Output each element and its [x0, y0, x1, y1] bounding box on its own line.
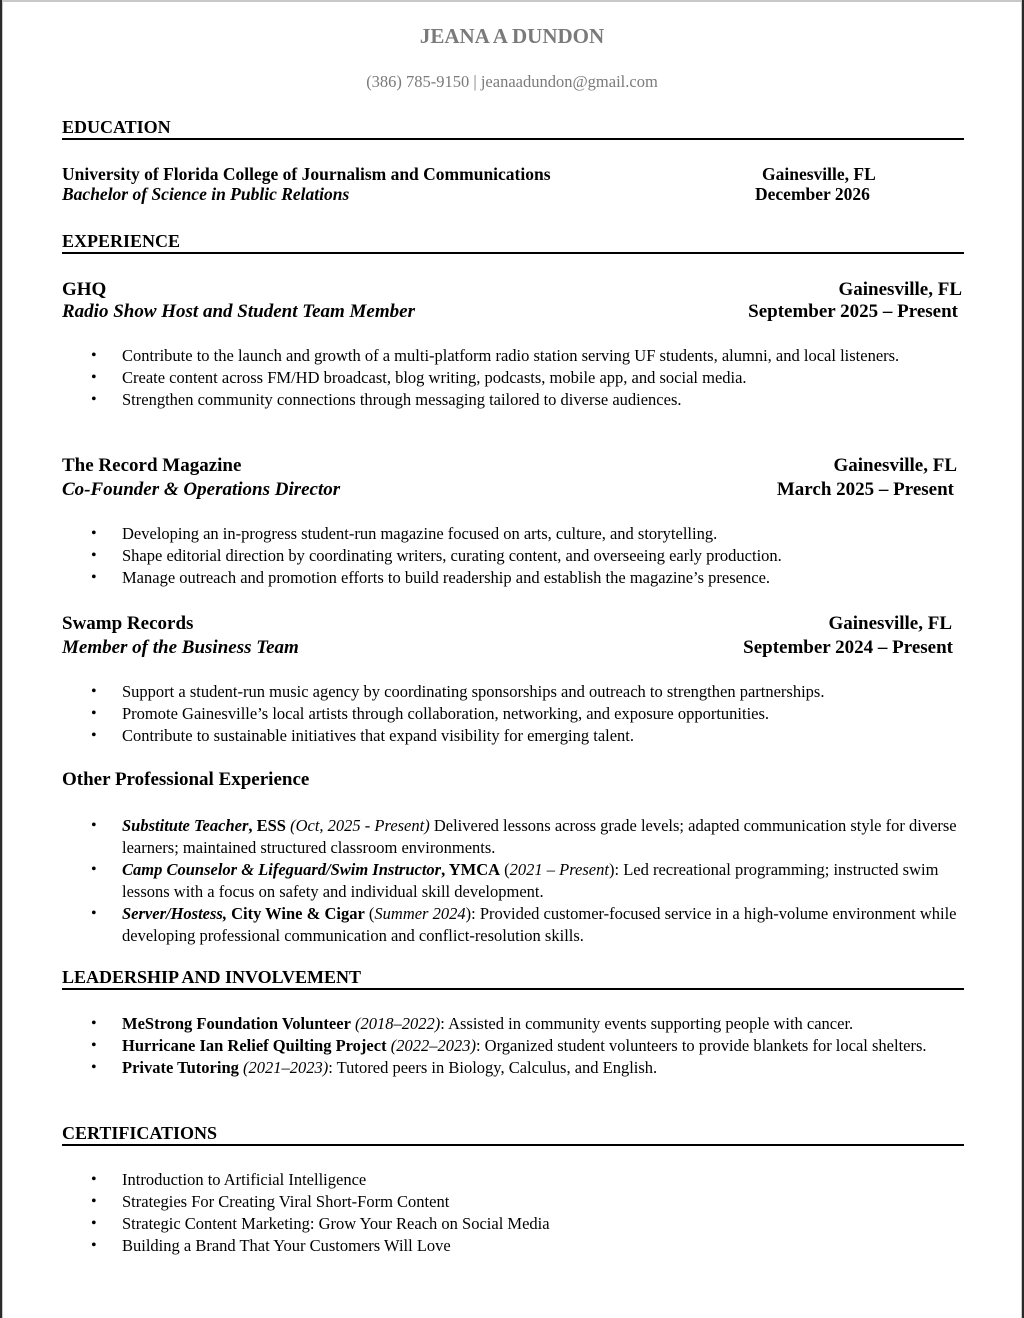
leadership-item	[62, 1013, 962, 1035]
job-bullets	[62, 523, 962, 589]
bullet-item: • Support a student-run music agency by coordinating sponsorships and outreach to strengthen partnerships.	[62, 681, 962, 703]
bullet-item: • Promote Gainesville’s local artists through collaboration, networking, and exposure opportunities.	[62, 703, 962, 725]
dates-open: (	[285, 816, 296, 835]
other-experience-item	[62, 815, 962, 859]
graduation-date: December 2026	[755, 184, 870, 204]
section-rule	[62, 138, 964, 140]
job-role: Radio Show Host and Student Team Member	[62, 301, 415, 322]
window-border-right-inner	[1021, 0, 1022, 1318]
org: YMCA	[448, 860, 501, 879]
activity-description: : Assisted in community events supporting people with cancer.	[440, 1014, 854, 1033]
job-bullets	[62, 345, 962, 411]
dates: 2021 – Present	[509, 860, 609, 879]
other-experience-list	[62, 815, 962, 947]
bullet-item: • Manage outreach and promotion efforts to build readership and establish the magazine’s presence.	[62, 567, 962, 589]
job-location: Gainesville, FL	[838, 279, 962, 300]
description: Led recreational programming; instructed swim lessons with a focus on safety and individual skill development.	[122, 860, 939, 901]
section-title-education: EDUCATION	[62, 117, 171, 137]
job-location: Gainesville, FL	[833, 455, 957, 476]
job-dates: September 2025 – Present	[748, 301, 958, 322]
dates: Summer 2024	[374, 904, 466, 923]
section-rule	[62, 1144, 964, 1146]
bullet-item: • Create content across FM/HD broadcast, blog writing, podcasts, mobile app, and social media.	[62, 367, 962, 389]
job-dates: March 2025 – Present	[776, 479, 954, 500]
dates-open: (	[364, 904, 375, 923]
job-location: Gainesville, FL	[828, 613, 952, 634]
role: Camp Counselor & Lifeguard/Swim Instructor	[122, 860, 442, 879]
leadership-list	[62, 1013, 962, 1079]
job-org: GHQ	[62, 279, 107, 300]
dates: Oct, 2025 - Present)	[295, 816, 430, 835]
certification-item: • Strategic Content Marketing: Grow Your Reach on Social Media	[62, 1213, 962, 1235]
job-role: Member of the Business Team	[62, 637, 299, 658]
leadership-item	[62, 1035, 962, 1057]
separator: ,	[248, 816, 257, 835]
dates-close: ):	[608, 860, 624, 879]
section-rule	[62, 988, 964, 990]
subsection-title-other-experience: Other Professional Experience	[62, 769, 310, 790]
activity-description: : Tutored peers in Biology, Calculus, and English.	[328, 1058, 658, 1077]
certification-item: • Strategies For Creating Viral Short-Form Content	[62, 1191, 962, 1213]
org: ESS	[256, 816, 286, 835]
section-title-certifications: CERTIFICATIONS	[62, 1123, 218, 1143]
activity-name: Hurricane Ian Relief Quilting Project	[122, 1036, 387, 1055]
job-role: Co-Founder & Operations Director	[62, 479, 341, 500]
bullet-item: • Shape editorial direction by coordinating writers, curating content, and overseeing early production.	[62, 545, 962, 567]
dates-close: ):	[465, 904, 480, 923]
section-rule	[62, 252, 964, 254]
resume-name: JEANA A DUNDON	[419, 24, 605, 48]
certifications-list	[62, 1169, 962, 1257]
bullet-item: • Contribute to sustainable initiatives that expand visibility for emerging talent.	[62, 725, 962, 747]
contact-info: (386) 785-9150 | jeanaadundon@gmail.com	[366, 72, 658, 91]
description: Delivered lessons across grade levels; adapted communication style for diverse learners; maintained structured classroom environments.	[122, 816, 957, 857]
description: Provided customer-focused service in a high-volume environment while developing professional communication and conflict-resolution skills.	[122, 904, 957, 945]
role: Server/Hostess,	[122, 904, 227, 923]
bullet-item: • Developing an in-progress student-run magazine focused on arts, culture, and storytelling.	[62, 523, 962, 545]
other-experience-item	[62, 903, 962, 947]
activity-name: MeStrong Foundation Volunteer	[122, 1014, 351, 1033]
certification-item: • Introduction to Artificial Intelligence	[62, 1169, 962, 1191]
role: Substitute Teacher	[122, 816, 249, 835]
other-experience-item	[62, 859, 962, 903]
dates-open: (	[500, 860, 510, 879]
school-name: University of Florida College of Journalism and Communications	[62, 164, 551, 184]
separator: ,	[441, 860, 449, 879]
activity-description: : Organized student volunteers to provide blankets for local shelters.	[475, 1036, 927, 1055]
job-bullets	[62, 681, 962, 747]
window-border-left-inner	[2, 0, 3, 1318]
section-title-leadership: LEADERSHIP AND INVOLVEMENT	[62, 967, 362, 987]
activity-dates: (2021–2023)	[238, 1058, 329, 1077]
school-location: Gainesville, FL	[762, 164, 876, 184]
activity-dates: (2018–2022)	[350, 1014, 441, 1033]
activity-name: Private Tutoring	[122, 1058, 239, 1077]
job-dates: September 2024 – Present	[743, 637, 953, 658]
activity-dates: (2022–2023)	[386, 1036, 476, 1055]
section-title-experience: EXPERIENCE	[62, 231, 181, 251]
org: City Wine & Cigar	[231, 904, 365, 923]
certification-item: • Building a Brand That Your Customers Will Love	[62, 1235, 962, 1257]
bullet-item: • Contribute to the launch and growth of a multi-platform radio station serving UF students, alumni, and local listeners.	[62, 345, 962, 367]
page-frame-top	[0, 0, 1024, 2]
degree: Bachelor of Science in Public Relations	[62, 184, 350, 204]
job-org: Swamp Records	[62, 613, 194, 634]
job-org: The Record Magazine	[62, 455, 242, 476]
leadership-item	[62, 1057, 962, 1079]
bullet-item: • Strengthen community connections through messaging tailored to diverse audiences.	[62, 389, 962, 411]
